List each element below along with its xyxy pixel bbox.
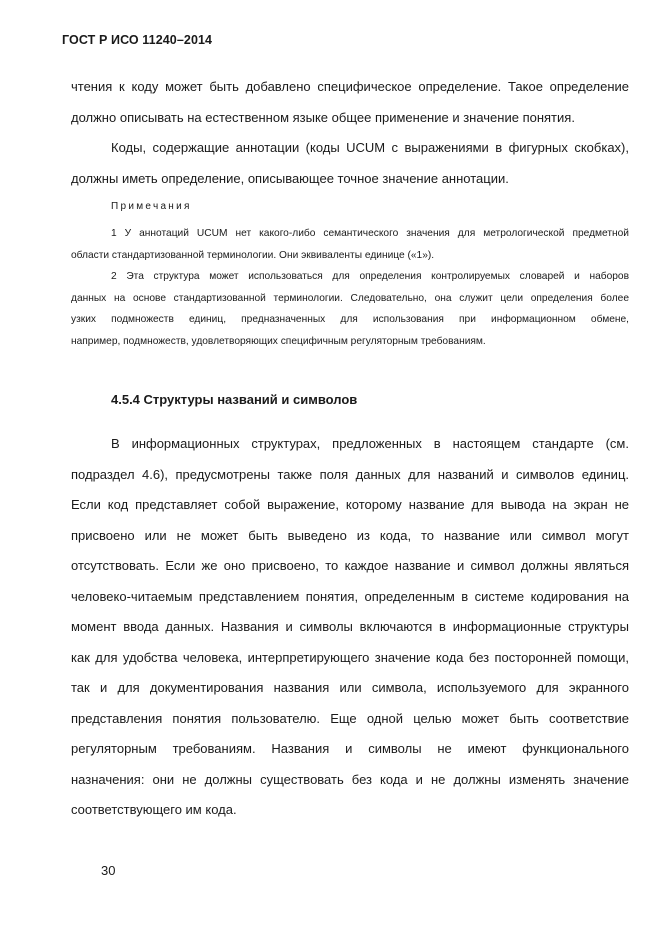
paragraph-line: В информационных структурах, предложенных в настоящем стандарте (см.: [111, 436, 629, 451]
note-line: 2 Эта структура может использоваться для определения контролируемых словарей и наборов: [111, 271, 629, 282]
notes-title: Примечания: [111, 201, 192, 212]
page-number: 30: [101, 863, 116, 878]
paragraph-line: как для удобства человека, интерпретирующего значение кода без посторонней помощи,: [71, 649, 629, 665]
notes-block: [71, 223, 629, 352]
paragraph-line: назначения: они не должны существовать без кода и не должны изменять значение: [71, 771, 629, 787]
note-line: например, подмножеств, удовлетворяющих специфичным регуляторным требованиям.: [71, 335, 486, 347]
paragraph-line: так и для документирования названия или символа, используемого для экранного: [71, 680, 629, 695]
note-line: области стандартизованной терминологии. Они эквиваленты единице («1»).: [71, 249, 435, 261]
paragraph-line: регуляторным требованиям. Названия и символы не имеют функционального: [71, 741, 629, 756]
paragraph-line: человеко-читаемым представлением понятия, определенным в системе кодирования на: [71, 588, 629, 604]
codes-paragraph: [71, 133, 629, 194]
paragraph-line: Коды, содержащие аннотации (коды UCUM с выражениями в фигурных скобках),: [111, 140, 629, 155]
paragraph-line: момент ввода данных. Названия и символы включаются в информационные структуры: [71, 619, 629, 634]
paragraph-line: отсутствовать. Если же оно присвоено, то каждое название и символ должны являться: [71, 558, 629, 573]
section-paragraph: [71, 429, 629, 826]
paragraph-line: представления понятия пользователю. Еще одной целью может быть соответствие: [71, 710, 629, 726]
paragraph-line: подраздел 4.6), предусмотрены также поля данных для названий и символов единиц.: [71, 466, 629, 482]
paragraph-line: чтения к коду может быть добавлено специфическое определение. Такое определение: [71, 79, 629, 94]
document-header: ГОСТ Р ИСО 11240–2014: [62, 33, 213, 47]
note-line: данных на основе стандартизованной терминологии. Следовательно, она служит цели определения более: [71, 292, 629, 304]
note-line: 1 У аннотаций UCUM нет какого-либо семантического значения для метрологической предметной: [111, 228, 629, 239]
paragraph-line: присвоено или не может быть выведено из кода, то название или символ могут: [71, 527, 629, 543]
intro-paragraph: [71, 72, 629, 133]
section-heading: 4.5.4 Структуры названий и символов: [111, 392, 358, 407]
paragraph-line: Если код представляет собой выражение, которому название для вывода на экран не: [71, 497, 629, 512]
paragraph-line: должны иметь определение, описывающее точное значение аннотации.: [71, 170, 509, 186]
note-line: узких подмножеств единиц, предназначенных для использования при информационном обмене,: [71, 314, 629, 325]
paragraph-line: соответствующего им кода.: [71, 802, 237, 817]
paragraph-line: должно описывать на естественном языке общее применение и значение понятия.: [71, 109, 575, 125]
